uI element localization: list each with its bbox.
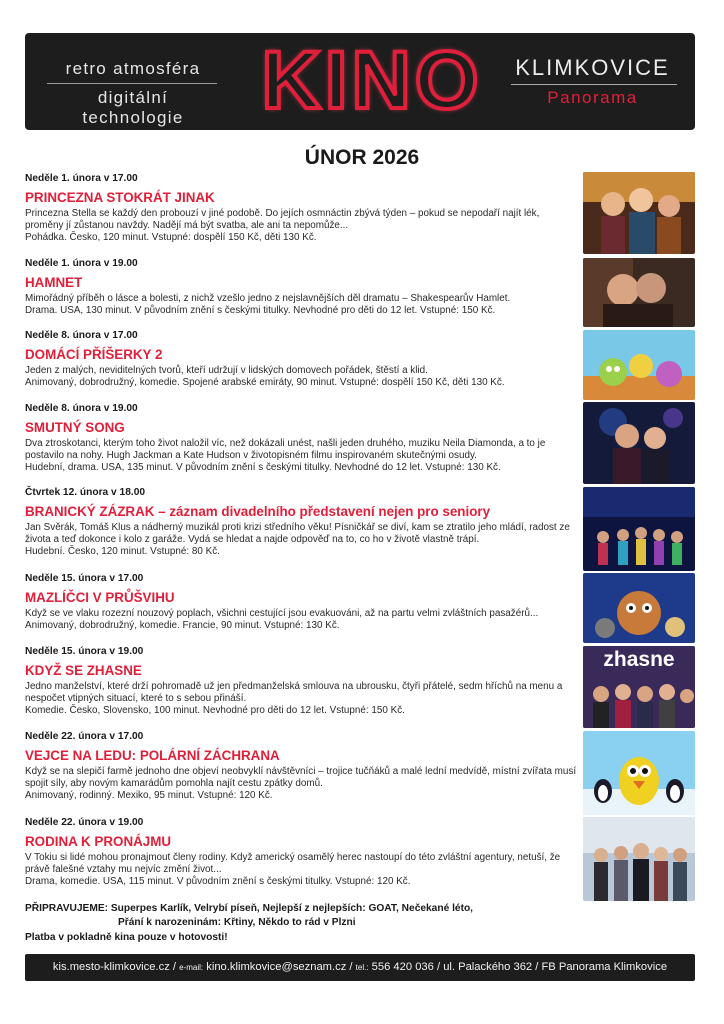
event-description: Mimořádný příběh o lásce a bolesti, z nichž vzešlo jedno z nejslavnějších děl dramatu – Shakespearův Hamlet. xyxy=(25,293,511,304)
event-7 xyxy=(25,645,580,718)
tagline-bottom: digitální technologie xyxy=(82,88,184,127)
event-2 xyxy=(25,257,580,317)
event-6 xyxy=(25,572,580,632)
event-info: Drama. USA, 130 minut. V původním znění s českými titulky. Nevhodné pro děti do 12 let. Vstupné: 150 Kč. xyxy=(25,305,496,317)
tagline-top: retro atmosféra xyxy=(65,59,201,78)
music-poster xyxy=(583,402,695,484)
event-description: Když se ve vlaku rozezní nouzový poplach, všichni cestující jsou evakuováni, až na partu velmi zvláštních pasažérů... xyxy=(25,608,539,619)
event-title: KDYŽ SE ZHASNE xyxy=(25,663,142,678)
footer-email[interactable]: kino.klimkovice@seznam.cz / xyxy=(206,961,353,973)
event-info: Animovaný, dobrodružný, komedie. Francie, 90 minut. Vstupné: 130 Kč. xyxy=(25,620,340,632)
event-date: Čtvrtek 12. února v 18.00 xyxy=(25,487,146,498)
fairy-tale-poster xyxy=(583,172,695,254)
footer-phone-label: tel.: xyxy=(355,963,369,972)
event-title: HAMNET xyxy=(25,275,83,290)
event-info: Animovaný, dobrodružný, komedie. Spojené arabské emiráty, 90 minut. Vstupné: dospělí 150 Kč, děti 130 Kč. xyxy=(25,377,505,389)
event-description: Dva ztroskotanci, kterým toho život naložil víc, než dokázali unést, našli jeden druhého, muziku Neila Diamonda, a to je postavilo na nohy. Hugh Jackman a Kate Hudson v životopisném filmu inspirovaném skutečnými osudy. xyxy=(25,438,546,462)
header-banner xyxy=(25,33,695,130)
event-description: Jeden z malých, neviditelných tvorů, kteří udržují v lidských domovech pořádek, štěstí a klid. xyxy=(25,365,428,376)
event-date: Neděle 8. února v 19.00 xyxy=(25,403,138,414)
event-3 xyxy=(25,329,580,389)
event-info: Pohádka. Česko, 120 minut. Vstupné: dospělí 150 Kč, děti 130 Kč. xyxy=(25,232,317,244)
poster-title: zhasne xyxy=(603,648,675,671)
event-date: Neděle 22. února v 17.00 xyxy=(25,731,144,742)
stage-poster xyxy=(583,487,695,571)
event-date: Neděle 15. února v 19.00 xyxy=(25,646,144,657)
penguin-poster xyxy=(583,731,695,815)
event-description: Jan Svěrák, Tomáš Klus a nádherný muzikál proti krizi středního věku! Písničkář se diví, kam se ztratilo jeho mládí, radost ze života a teď dokonce i kolo z garáže. Vydá se hledat a najde odpověď na to, co ho v životě vlastně trápí. xyxy=(25,522,570,546)
city-name: KLIMKOVICE xyxy=(515,55,670,80)
footer-phone-address: 556 420 036 / ul. Palackého 362 / FB Panorama Klimkovice xyxy=(371,961,668,973)
event-date: Neděle 8. února v 17.00 xyxy=(25,330,138,341)
event-info: Komedie. Česko, Slovensko, 100 minut. Nevhodné pro děti do 12 let. Vstupné: 150 Kč. xyxy=(25,705,405,717)
pets-poster xyxy=(583,573,695,643)
contact-footer xyxy=(25,954,695,981)
event-title: SMUTNÝ SONG xyxy=(25,420,125,435)
animated-poster xyxy=(583,330,695,400)
event-title: RODINA K PRONÁJMU xyxy=(25,834,172,849)
upcoming-line-2: Přání k narozeninám: Křtiny, Někdo to rád v Plzni xyxy=(118,916,356,928)
event-date: Neděle 15. února v 17.00 xyxy=(25,573,144,584)
event-9 xyxy=(25,816,580,889)
event-date: Neděle 1. února v 17.00 xyxy=(25,173,138,184)
event-title: DOMÁCÍ PŘÍŠERKY 2 xyxy=(25,347,163,362)
event-info: Hudební, drama. USA, 135 minut. V původním znění s českými titulky. Nevhodné do 12 let. Vstupné: 130 Kč. xyxy=(25,462,501,474)
event-description: Jedno manželství, které drží pohromadě už jen předmanželská smlouva na ubrousku, čtyři přátelé, sedm hříchů na menu a nespočet vtipných situací, které to s sebou přináší. xyxy=(25,681,563,705)
upcoming-line-1: PŘIPRAVUJEME: Superpes Karlík, Velrybí píseň, Nejlepší z nejlepších: GOAT, Nečekané léto, xyxy=(25,903,474,914)
kino-logo: KINO xyxy=(261,35,483,126)
event-8 xyxy=(25,730,580,803)
city-divider xyxy=(511,84,677,85)
event-title: BRANICKÝ ZÁZRAK – záznam divadelního představení nejen pro seniory xyxy=(25,504,491,519)
drama-poster xyxy=(583,258,695,327)
event-date: Neděle 22. února v 19.00 xyxy=(25,817,144,828)
footer-website[interactable]: kis.mesto-klimkovice.cz / xyxy=(52,961,177,973)
event-5 xyxy=(25,486,580,559)
event-info: Animovaný, rodinný. Mexiko, 95 minut. Vstupné: 120 Kč. xyxy=(25,790,273,802)
event-title: MAZLÍČCI V PRŮŠVIHU xyxy=(25,590,175,605)
upcoming-films xyxy=(25,902,685,929)
event-1 xyxy=(25,172,580,245)
event-title: VEJCE NA LEDU: POLÁRNÍ ZÁCHRANA xyxy=(25,748,280,763)
month-title: ÚNOR 2026 xyxy=(304,146,420,169)
event-info: Drama, komedie. USA, 115 minut. V původním znění s českými titulky. Vstupné: 120 Kč. xyxy=(25,876,411,888)
cinema-name: Panorama xyxy=(547,88,638,107)
event-description: Když se na slepičí farmě jednoho dne objeví neobvyklí návštěvníci – trojice tučňáků a malé lední medvídě, místní zvířata musí spojit síly, aby novým kamarádům pomohla najít cestu zpátky domů. xyxy=(25,766,577,790)
event-title: PRINCEZNA STOKRÁT JINAK xyxy=(25,190,215,205)
tagline-divider xyxy=(47,83,217,84)
comedy-poster xyxy=(583,646,695,728)
footer-email-label: e-mail: xyxy=(179,963,204,972)
event-description: Princezna Stella se každý den probouzí v jiné podobě. Do jejích osmnáctin zbývá týden – pokud se nepodaří najít lék, proměny jí zůstanou navždy. Nadějí má být svatba, ale ani ta nepomůže... xyxy=(25,208,540,232)
event-4 xyxy=(25,402,580,475)
payment-note: Platba v pokladně kina pouze v hotovosti! xyxy=(25,932,228,943)
event-info: Hudební. Česko, 120 minut. Vstupné: 80 Kč. xyxy=(25,546,220,558)
family-poster xyxy=(583,817,695,901)
event-description: V Tokiu si lidé mohou pronajmout členy rodiny. Když americký osamělý herec nastoupí do této zvláštní agentury, netuší, že právě falešné vztahy mu nejvíc změní život... xyxy=(25,852,561,876)
event-date: Neděle 1. února v 19.00 xyxy=(25,258,138,269)
